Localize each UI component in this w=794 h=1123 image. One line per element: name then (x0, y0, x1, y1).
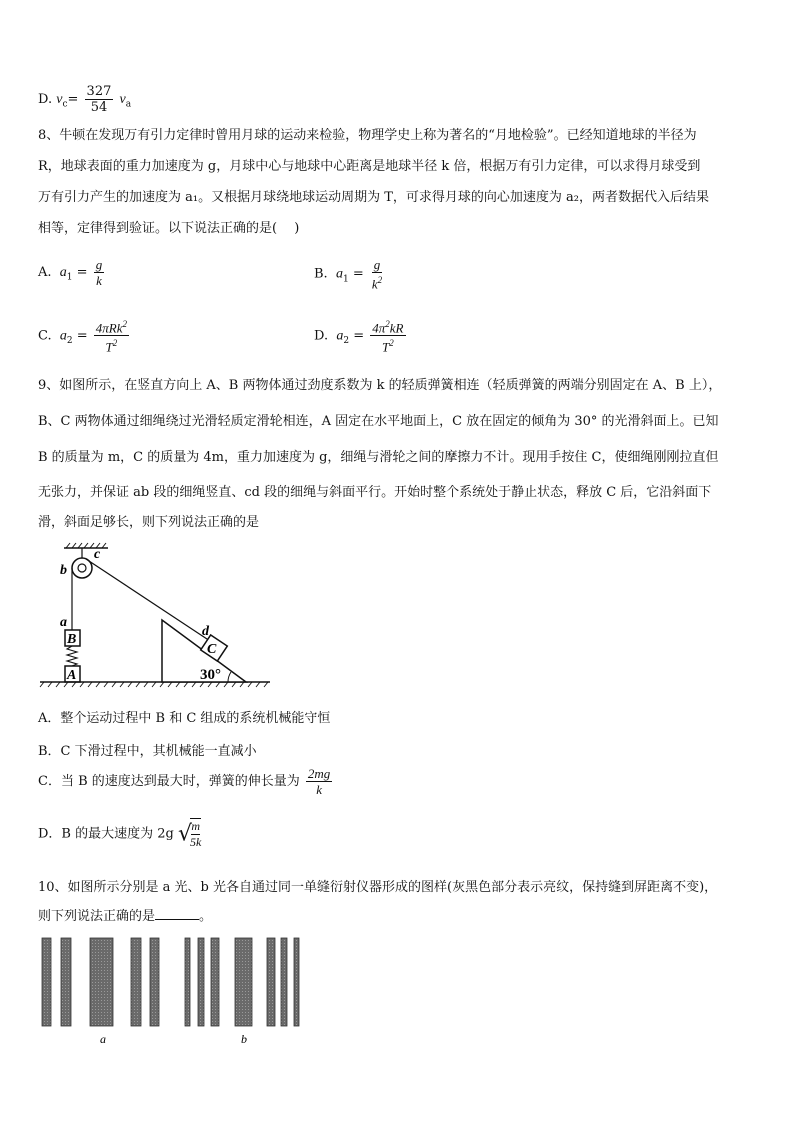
q9-line-1: 9、如图所示，在竖直方向上 A、B 两物体通过劲度系数为 k 的轻质弹簧相连（轻质弹簧的两端分别固定在 A、B 上）， (38, 378, 722, 393)
option-letter: D. (38, 92, 53, 107)
label-a: a (100, 1032, 106, 1046)
q8-option-d: D. $a_2$ = $\frac{4\pi^2kR}{T^2}$ (314, 319, 404, 355)
angle-label: 30° (200, 667, 221, 683)
pulley-incline-diagram (38, 540, 273, 690)
q9-line-2: B、C 两物体通过细绳绕过光滑轻质定滑轮相连，A 固定在水平地面上，C 放在固定的倾角为 30° 的光滑斜面上。已知 (38, 414, 719, 429)
q9-option-b: B．C 下滑过程中，其机械能一直减小 (38, 744, 257, 759)
prev-option-d: D. $v_c=$ $\frac{327}{54}$ $v_a$ (38, 84, 132, 115)
label-block-c: C (207, 642, 217, 657)
q10-line-2: 则下列说法正确的是 。 (38, 909, 213, 924)
label-c-point: c (94, 547, 101, 562)
diffraction-patterns (38, 934, 308, 1049)
q8-option-a: A. $a_1$ = $\frac{g}{k}$ (38, 257, 103, 288)
q8-option-c: C. $a_2$ = $\frac{4\pi Rk^2}{T^2}$ (38, 319, 128, 355)
spring (67, 646, 77, 666)
q9-line-4: 无张力，并保证 ab 段的细绳竖直、cd 段的细绳与斜面平行。开始时整个系统处于静止状态，释放 C 后，它沿斜面下 (38, 485, 712, 500)
answer-blank (155, 907, 199, 920)
q8-line-1: 8、牛顿在发现万有引力定律时曾用月球的运动来检验，物理学史上称为著名的“月地检验”。已经知道地球的半径为 (38, 128, 697, 143)
q9-option-c: C．当 B 的速度达到最大时，弹簧的伸长量为 $\frac{2mg}{k}$ (38, 766, 331, 797)
label-b: b (241, 1032, 247, 1046)
label-a-point: a (60, 615, 67, 630)
q8-line-3: 万有引力产生的加速度为 a₁。又根据月球绕地球运动周期为 T，可求得月球的向心加速度为 a₂，两者数据代入后结果 (38, 190, 709, 205)
q8-line-2: R，地球表面的重力加速度为 g，月球中心与地球中心距离是地球半径 k 倍，根据万有引力定律，可以求得月球受到 (38, 159, 701, 174)
q9-line-3: B 的质量为 m，C 的质量为 4m，重力加速度为 g，细绳与滑轮之间的摩擦力不计。现用手按住 C，使细绳刚刚拉直但 (38, 450, 719, 465)
label-block-b: B (67, 632, 77, 647)
label-d-point: d (202, 624, 209, 639)
q9-option-a: A．整个运动过程中 B 和 C 组成的系统机械能守恒 (38, 711, 331, 726)
label-b-point: b (60, 563, 67, 578)
fraction: $\frac{327}{54}$ (86, 84, 112, 115)
label-block-a: A (67, 668, 77, 683)
q8-line-4: 相等，定律得到验证。以下说法正确的是( ) (38, 221, 300, 236)
q8-option-b: B. $a_1$ = $\frac{g}{k^2}$ (314, 257, 383, 292)
pattern-b (185, 938, 299, 1026)
q10-line-1: 10、如图所示分别是 a 光、b 光各自通过同一单缝衍射仪器形成的图样(灰黑色部分表示亮纹，保持缝到屏距离不变)， (38, 880, 718, 895)
pattern-a (42, 938, 159, 1026)
q9-option-d: D．B 的最大速度为 2g √ $\frac{m}{5k}$ (38, 819, 202, 849)
q9-line-5: 滑，斜面足够长，则下列说法正确的是 (38, 515, 260, 530)
